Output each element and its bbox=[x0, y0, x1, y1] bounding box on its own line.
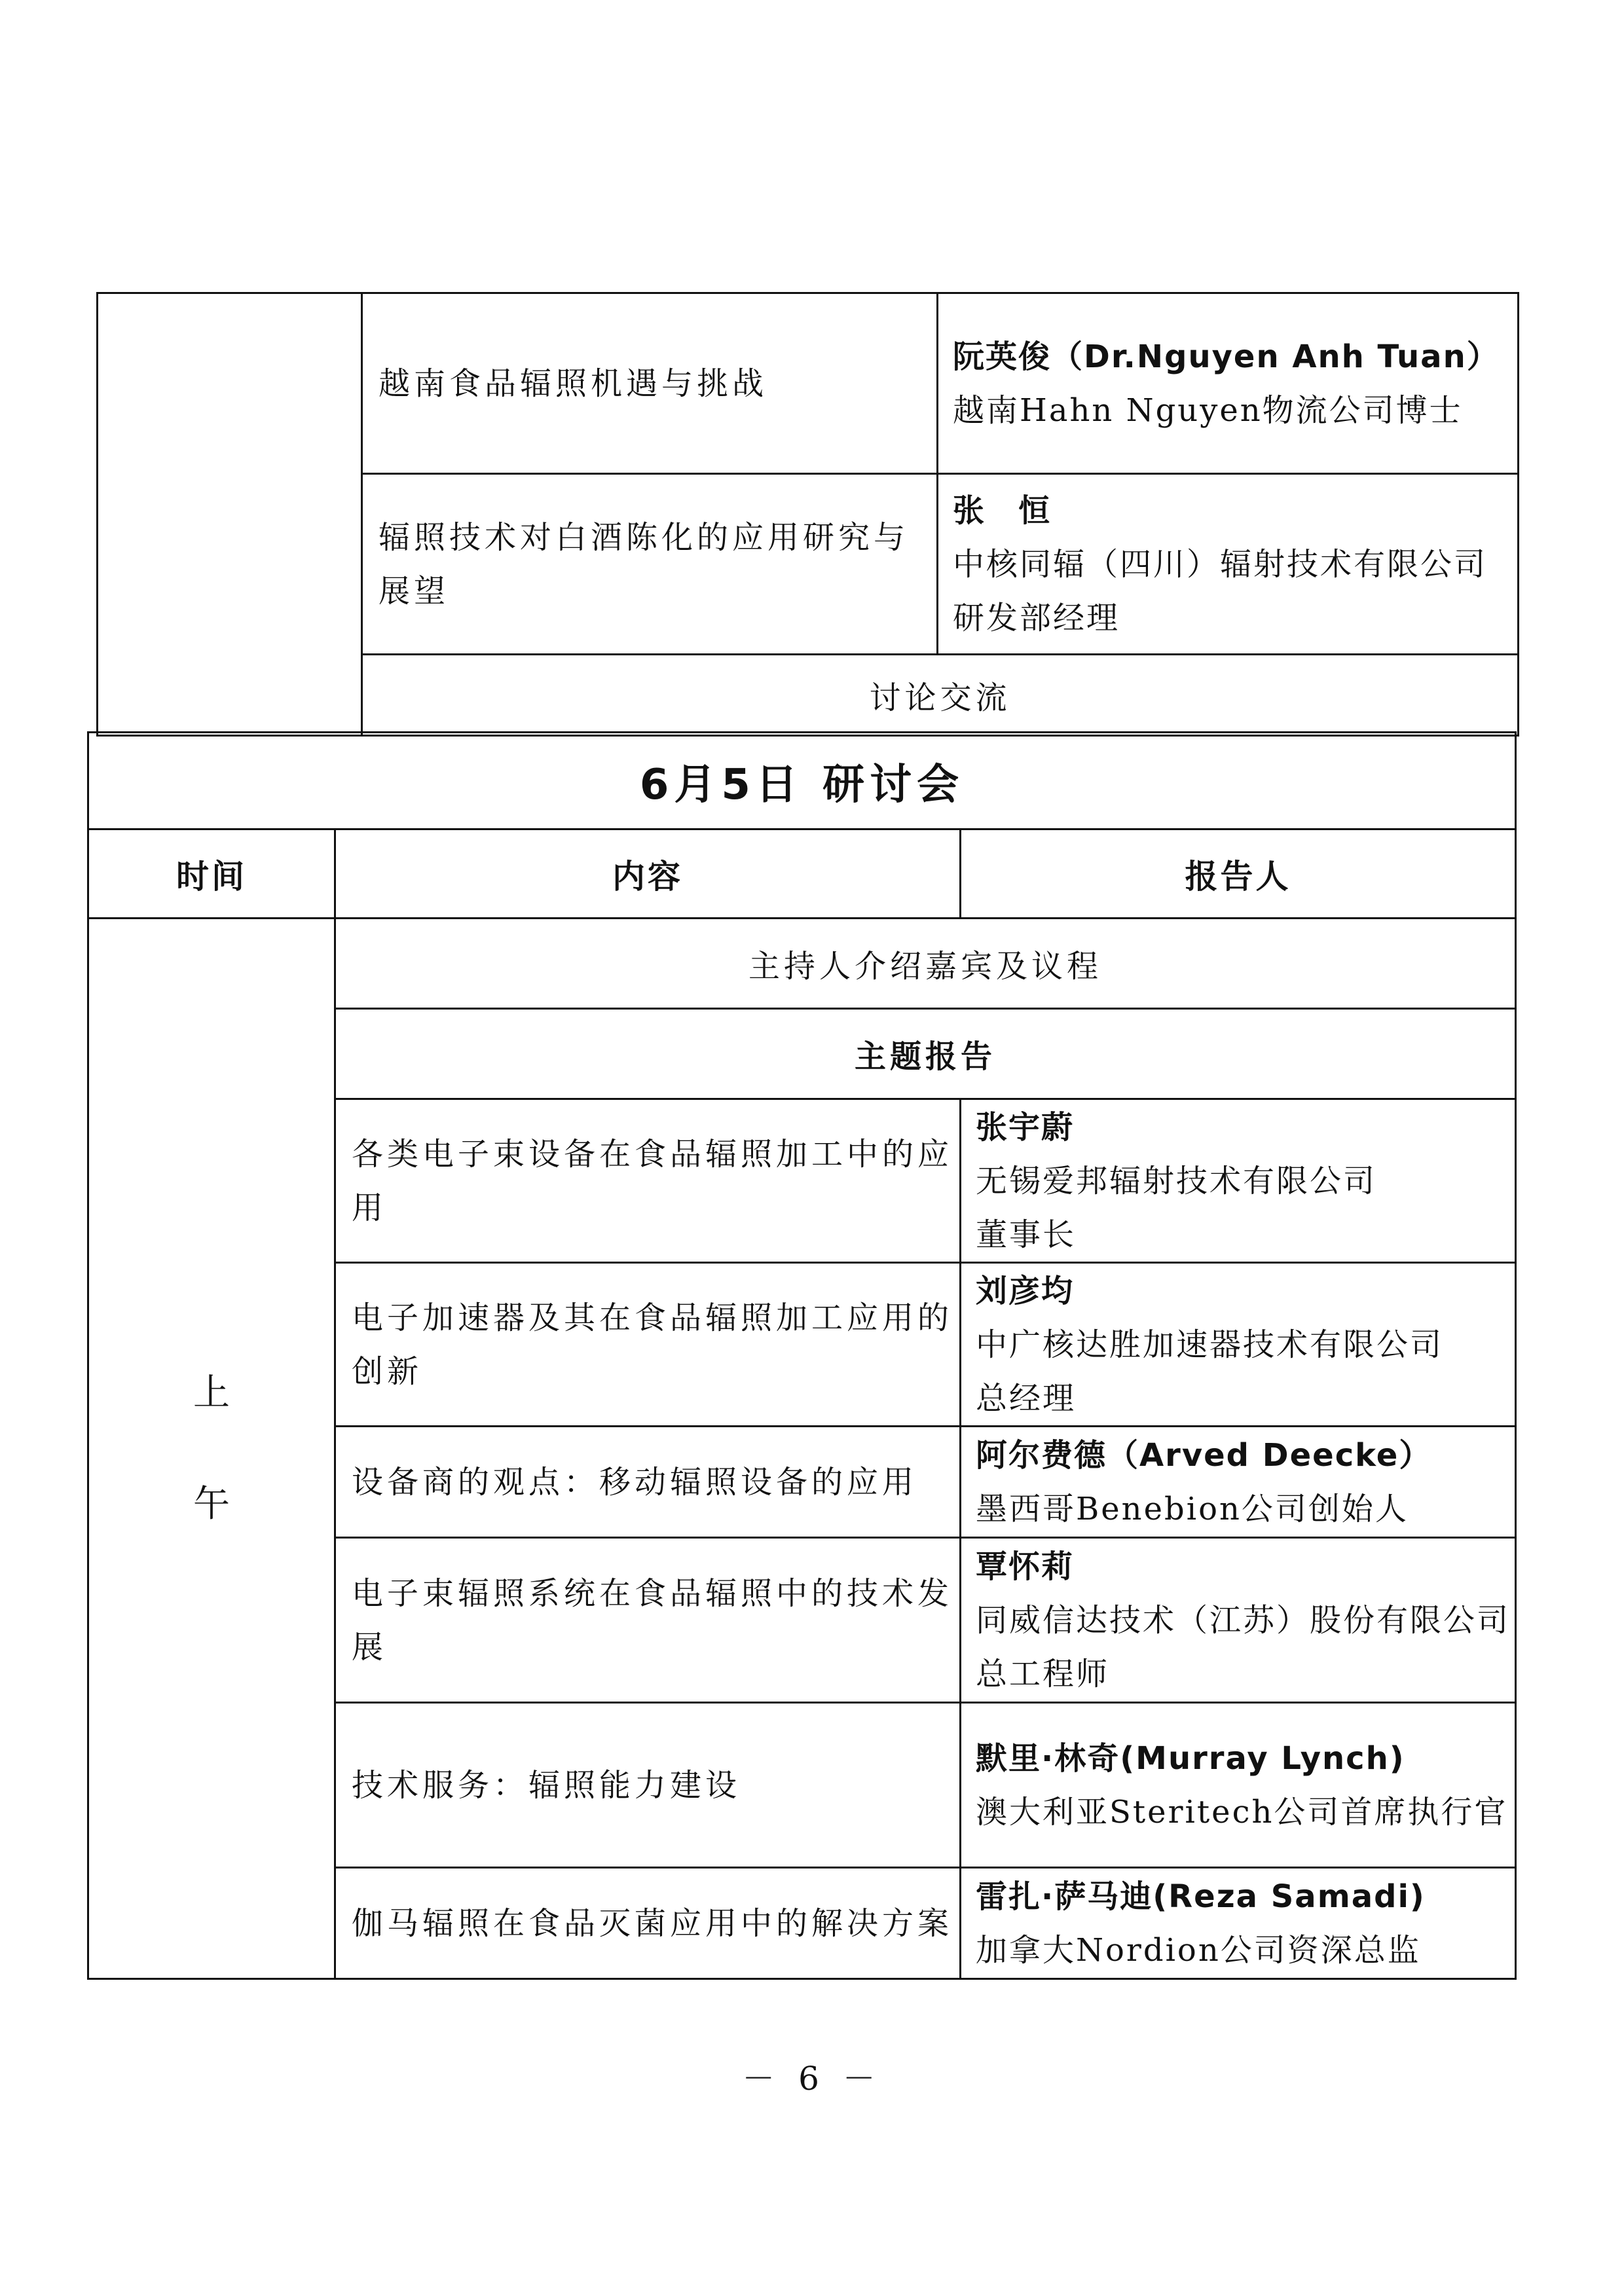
header-content: 内容 bbox=[335, 829, 961, 919]
topic-cell: 各类电子束设备在食品辐照加工中的应用 bbox=[335, 1099, 961, 1263]
speaker-cell bbox=[961, 1427, 1516, 1538]
speaker-affiliation: 同威信达技术（江苏）股份有限公司总工程师 bbox=[976, 1601, 1511, 1692]
keynote-heading: 主题报告 bbox=[335, 1009, 1516, 1099]
header-time: 时间 bbox=[88, 829, 335, 919]
topic-cell: 设备商的观点：移动辐照设备的应用 bbox=[335, 1427, 961, 1538]
header-speaker: 报告人 bbox=[961, 829, 1516, 919]
speaker-affiliation: 无锡爱邦辐射技术有限公司 董事长 bbox=[976, 1162, 1377, 1253]
speaker-affiliation: 中核同辐（四川）辐射技术有限公司研发部经理 bbox=[953, 545, 1488, 636]
topic-cell: 电子加速器及其在食品辐照加工应用的创新 bbox=[335, 1263, 961, 1427]
topic-cell: 辐照技术对白酒陈化的应用研究与展望 bbox=[362, 474, 938, 655]
speaker-name: 张 恒 bbox=[953, 492, 1052, 529]
page-number: － 6 － bbox=[742, 2060, 882, 2098]
discussion-row: 讨论交流 bbox=[362, 655, 1519, 736]
period-char: 上 bbox=[193, 1371, 230, 1414]
intro-row: 主持人介绍嘉宾及议程 bbox=[335, 919, 1516, 1009]
time-cell bbox=[98, 293, 362, 736]
speaker-cell bbox=[961, 1538, 1516, 1703]
speaker-affiliation: 澳大利亚Steritech公司首席执行官 bbox=[976, 1793, 1508, 1831]
speaker-name: 默里·林奇(Murray Lynch) bbox=[976, 1740, 1405, 1777]
speaker-name: 阿尔费德（Arved Deecke） bbox=[976, 1436, 1432, 1474]
speaker-name: 覃怀莉 bbox=[976, 1548, 1075, 1585]
speaker-cell bbox=[961, 1263, 1516, 1427]
period-morning bbox=[88, 919, 335, 1979]
topic-cell: 越南食品辐照机遇与挑战 bbox=[362, 293, 938, 474]
seminar-table bbox=[87, 731, 1517, 1980]
speaker-name: 雷扎·萨马迪(Reza Samadi) bbox=[976, 1878, 1426, 1915]
speaker-name: 刘彦均 bbox=[976, 1272, 1075, 1309]
day-title: 6月5日 研讨会 bbox=[88, 733, 1516, 829]
topic-cell: 伽马辐照在食品灭菌应用中的解决方案 bbox=[335, 1868, 961, 1979]
period-char: 午 bbox=[193, 1482, 230, 1525]
topic-cell: 电子束辐照系统在食品辐照中的技术发展 bbox=[335, 1538, 961, 1703]
speaker-cell bbox=[938, 293, 1519, 474]
speaker-cell bbox=[938, 474, 1519, 655]
speaker-cell bbox=[961, 1868, 1516, 1979]
topic-cell: 技术服务：辐照能力建设 bbox=[335, 1703, 961, 1868]
speaker-affiliation: 加拿大Nordion公司资深总监 bbox=[976, 1931, 1421, 1969]
agenda-table-continued bbox=[96, 292, 1519, 737]
speaker-affiliation: 越南Hahn Nguyen物流公司博士 bbox=[953, 392, 1463, 429]
speaker-name: 张宇蔚 bbox=[976, 1108, 1075, 1146]
speaker-cell bbox=[961, 1099, 1516, 1263]
speaker-name: 阮英俊（Dr.Nguyen Anh Tuan） bbox=[953, 338, 1500, 375]
speaker-affiliation: 中广核达胜加速器技术有限公司 总经理 bbox=[976, 1326, 1444, 1417]
speaker-affiliation: 墨西哥Benebion公司创始人 bbox=[976, 1490, 1409, 1527]
speaker-cell bbox=[961, 1703, 1516, 1868]
